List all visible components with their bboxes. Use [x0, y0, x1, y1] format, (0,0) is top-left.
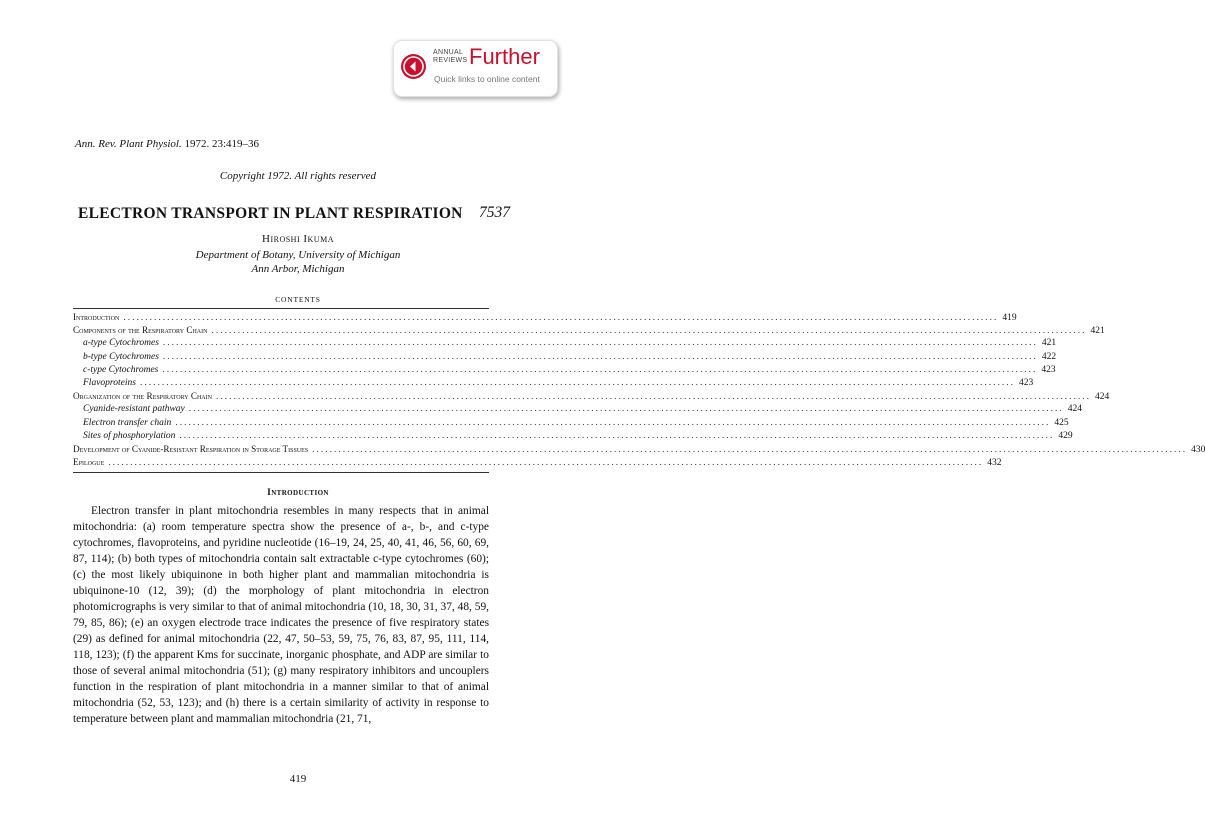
article-code: 7537: [479, 204, 510, 221]
toc-leader-dots: ........................................................................................................................................................................................................: [175, 417, 1051, 428]
toc-entry[interactable]: [73, 364, 1056, 377]
toc-entry[interactable]: [73, 403, 1083, 416]
contents-heading: CONTENTS: [275, 295, 321, 304]
toc-entry[interactable]: [73, 377, 1034, 390]
toc-leader-dots: ........................................................................................................................................................................................................: [211, 326, 1087, 337]
toc-entry-page: 422: [1041, 351, 1057, 362]
toc-entry[interactable]: [73, 351, 1057, 364]
toc-entry[interactable]: [73, 430, 1073, 443]
body-paragraph: Electron transfer in plant mitochondria resembles in many respects that in animal mitochondria: (a) room temperature spectra show the presence of a-, b-, and c-type cytochromes, flavoproteins, and pyridine nucleotide (16–19, 24, 25, 40, 41, 46, 56, 60, 69, 87, 114); (b) both types of mitochondria contain salt extractable c-type cytochromes (60); (c) the most likely ubiquinone in both higher plant and mammalian mitochondria is ubiquinone-10 (12, 39); (d) the morphology of plant mitochondria in electron photomicrographs is very similar to that of animal mitochondria (10, 18, 30, 31, 37, 48, 59, 79, 85, 86); (e) an oxygen electrode trace indicates the presence of five respiratory states (29) as defined for animal mitochondria (22, 47, 50–53, 59, 75, 76, 83, 87, 95, 111, 114, 118, 123); (f) the apparent Kms for succinate, inorganic phosphate, and ADP are similar to those of several animal mitochondria (51); (g) many respiratory inhibitors and uncouplers function in the respiration of plant mitochondria in a manner similar to that of animal mitochondria (52, 53, 123); and (h) there is a certain similarity of activity in response to temperature between plant and mammalian mitochondria (21, 71,: [73, 505, 489, 725]
further-label: Further: [469, 44, 540, 69]
toc-entry-label: Sites of phosphorylation: [83, 430, 176, 441]
toc-entry-label: Organization of the Respiratory Chain: [73, 391, 212, 402]
toc-entry-label: Flavoproteins: [83, 377, 136, 388]
toc-entry-label: a-type Cytochromes: [83, 338, 159, 349]
toc-entry-label: c-type Cytochromes: [83, 364, 159, 375]
toc-entry-page: 419: [1002, 313, 1017, 323]
toc-leader-dots: ........................................................................................................................................................................................................: [179, 430, 1055, 441]
toc-entry-page: 432: [987, 458, 1002, 469]
back-arrow-icon: [401, 54, 426, 79]
author-department: Department of Botany, University of Michigan: [195, 249, 401, 261]
toc-leader-dots: ........................................................................................................................................................................................................: [162, 338, 1038, 349]
toc-entry[interactable]: [73, 311, 1017, 324]
toc-entry[interactable]: [73, 456, 1002, 469]
journal-citation: [75, 138, 259, 150]
toc-bottom-rule: [73, 472, 489, 473]
toc-entry-label: Introduction: [73, 312, 120, 322]
page-number: 419: [289, 773, 307, 785]
toc-leader-dots: ........................................................................................................................................................................................................: [215, 392, 1091, 403]
author-location: Ann Arbor, Michigan: [251, 263, 345, 275]
toc-leader-dots: ........................................................................................................................................................................................................: [188, 404, 1064, 415]
further-widget[interactable]: [393, 40, 558, 97]
toc-top-rule: [73, 308, 489, 309]
article-title: ELECTRON TRANSPORT IN PLANT RESPIRATION: [78, 205, 463, 222]
toc-entry[interactable]: [73, 337, 1057, 350]
toc-entry-label: b-type Cytochromes: [83, 351, 159, 362]
toc-entry-page: 430: [1191, 444, 1205, 455]
toc-leader-dots: ........................................................................................................................................................................................................: [139, 377, 1015, 388]
toc-entry[interactable]: [73, 417, 1069, 430]
toc-entry[interactable]: [73, 324, 1105, 337]
toc-entry-page: 424: [1094, 392, 1110, 403]
annual-reviews-logo-text: ANNUAL REVIEWS: [433, 49, 468, 64]
toc-leader-dots: ........................................................................................................................................................................................................: [123, 313, 999, 323]
toc-entry-page: 421: [1090, 326, 1105, 337]
toc-entry-label: Epilogue: [73, 457, 105, 468]
section-heading: Introduction: [267, 488, 329, 498]
toc-entry[interactable]: [73, 443, 1205, 456]
author-name: Hiroshi Ikuma: [262, 233, 334, 245]
toc-entry[interactable]: [73, 390, 1110, 403]
copyright-line: Copyright 1972. All rights reserved: [219, 170, 377, 182]
toc-entry-page: 421: [1041, 338, 1057, 349]
table-of-contents: [73, 311, 1205, 469]
toc-entry-page: 423: [1041, 364, 1056, 375]
toc-leader-dots: ........................................................................................................................................................................................................: [312, 444, 1188, 455]
toc-leader-dots: ........................................................................................................................................................................................................: [162, 364, 1038, 375]
toc-entry-label: Cyanide-resistant pathway: [83, 404, 185, 415]
toc-leader-dots: ........................................................................................................................................................................................................: [162, 351, 1038, 362]
toc-entry-label: Components of the Respiratory Chain: [73, 325, 208, 336]
toc-entry-page: 423: [1018, 377, 1034, 388]
toc-entry-label: Electron transfer chain: [83, 417, 172, 428]
toc-entry-page: 424: [1067, 404, 1083, 415]
journal-name: Ann. Rev. Plant Physiol.: [75, 138, 182, 150]
toc-entry-label: Development of Cyanide-Resistant Respiration in Storage Tissues: [73, 443, 309, 454]
toc-entry-page: 429: [1058, 430, 1073, 441]
further-sublabel: Quick links to online content: [434, 74, 540, 84]
toc-leader-dots: ........................................................................................................................................................................................................: [108, 458, 984, 469]
journal-ref: 1972. 23:419–36: [184, 138, 260, 150]
toc-entry-page: 425: [1054, 417, 1069, 428]
